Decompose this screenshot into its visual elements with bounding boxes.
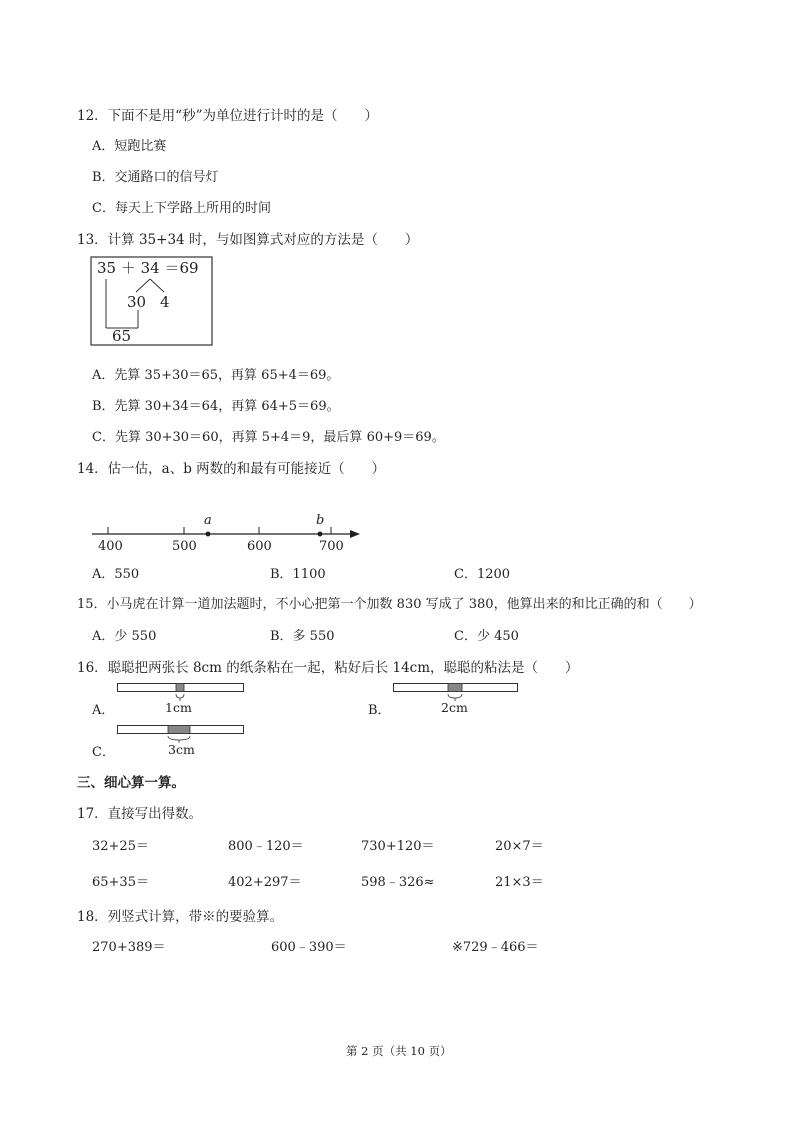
figure-partial-65: 65 bbox=[112, 327, 132, 345]
q13-option-b: B．先算 30+34＝64，再算 64+5＝69。 bbox=[92, 399, 340, 414]
overlap-label-3cm: 3cm bbox=[168, 742, 195, 757]
q17-item-4: 20×7＝ bbox=[495, 839, 544, 854]
q18-stem: 18．列竖式计算，带※的要验算。 bbox=[77, 909, 284, 925]
q17-item-8: 21×3＝ bbox=[495, 875, 544, 890]
q18-item-3: ※729﹣466＝ bbox=[452, 940, 539, 955]
overlap-label-1cm: 1cm bbox=[165, 700, 192, 715]
q16-stem: 16．聪聪把两张长 8cm 的纸条粘在一起，粘好后长 14cm，聪聪的粘法是（ ） bbox=[77, 660, 579, 676]
page-footer: 第 2 页（共 10 页） bbox=[346, 1044, 452, 1058]
q14-number-line bbox=[88, 510, 368, 555]
q14-stem: 14．估一估，a、b 两数的和最有可能接近（ ） bbox=[77, 461, 386, 477]
q17-item-1: 32+25＝ bbox=[92, 839, 149, 854]
q14-option-b: B．1100 bbox=[270, 567, 326, 582]
q16-option-a-strip bbox=[117, 683, 247, 715]
q14-option-c: C．1200 bbox=[454, 567, 511, 582]
q15-option-a: A．少 550 bbox=[92, 629, 157, 644]
q16-option-a-letter: A． bbox=[92, 703, 115, 718]
q12-option-b: B．交通路口的信号灯 bbox=[92, 170, 219, 185]
q13-option-c: C．先算 30+30＝60，再算 5+4＝9，最后算 60+9＝69。 bbox=[92, 430, 445, 445]
figure-equation: 35 ＋ 34 ＝69 bbox=[97, 259, 199, 277]
tick-label-600: 600 bbox=[247, 539, 272, 554]
q16-option-b-strip bbox=[393, 683, 523, 715]
figure-split-30: 30 bbox=[127, 293, 147, 311]
q13-stem: 13．计算 35+34 时，与如图算式对应的方法是（ ） bbox=[77, 232, 419, 248]
section-3-title: 三、细心算一算。 bbox=[77, 775, 185, 791]
q18-item-2: 600﹣390＝ bbox=[271, 940, 347, 955]
q17-item-3: 730+120＝ bbox=[361, 839, 435, 854]
q12-option-a: A．短跑比赛 bbox=[92, 139, 167, 154]
q16-option-c-strip bbox=[117, 725, 247, 757]
tick-label-400: 400 bbox=[98, 539, 123, 554]
tick-label-700: 700 bbox=[319, 539, 344, 554]
q17-item-2: 800﹣120＝ bbox=[228, 839, 304, 854]
q17-stem: 17．直接写出得数。 bbox=[77, 806, 203, 822]
overlap-label-2cm: 2cm bbox=[441, 700, 468, 715]
tick-label-500: 500 bbox=[172, 539, 197, 554]
q12-stem: 12．下面不是用“秒”为单位进行计时的是（ ） bbox=[77, 108, 378, 124]
q16-option-b-letter: B． bbox=[368, 703, 391, 718]
q17-item-7: 598﹣326≈ bbox=[361, 875, 435, 890]
q13-figure bbox=[90, 256, 215, 348]
q15-option-b: B．多 550 bbox=[270, 629, 335, 644]
point-b-dot bbox=[318, 532, 323, 537]
q18-item-1: 270+389＝ bbox=[92, 940, 166, 955]
q15-stem: 15．小马虎在计算一道加法题时，不小心把第一个加数 830 写成了 380，他算出来的和比正确的和（ ） bbox=[77, 597, 702, 612]
q17-item-5: 65+35＝ bbox=[92, 875, 149, 890]
point-a-label: a bbox=[204, 513, 212, 528]
q15-option-c: C．少 450 bbox=[454, 629, 519, 644]
q12-option-c: C．每天上下学路上所用的时间 bbox=[92, 201, 271, 216]
q13-option-a: A．先算 35+30＝65，再算 65+4＝69。 bbox=[92, 368, 340, 383]
point-a-dot bbox=[206, 532, 211, 537]
q16-option-c-letter: C． bbox=[92, 745, 115, 760]
q17-item-6: 402+297＝ bbox=[228, 875, 302, 890]
q14-option-a: A．550 bbox=[92, 567, 140, 582]
figure-split-4: 4 bbox=[160, 293, 170, 311]
point-b-label: b bbox=[316, 513, 325, 528]
